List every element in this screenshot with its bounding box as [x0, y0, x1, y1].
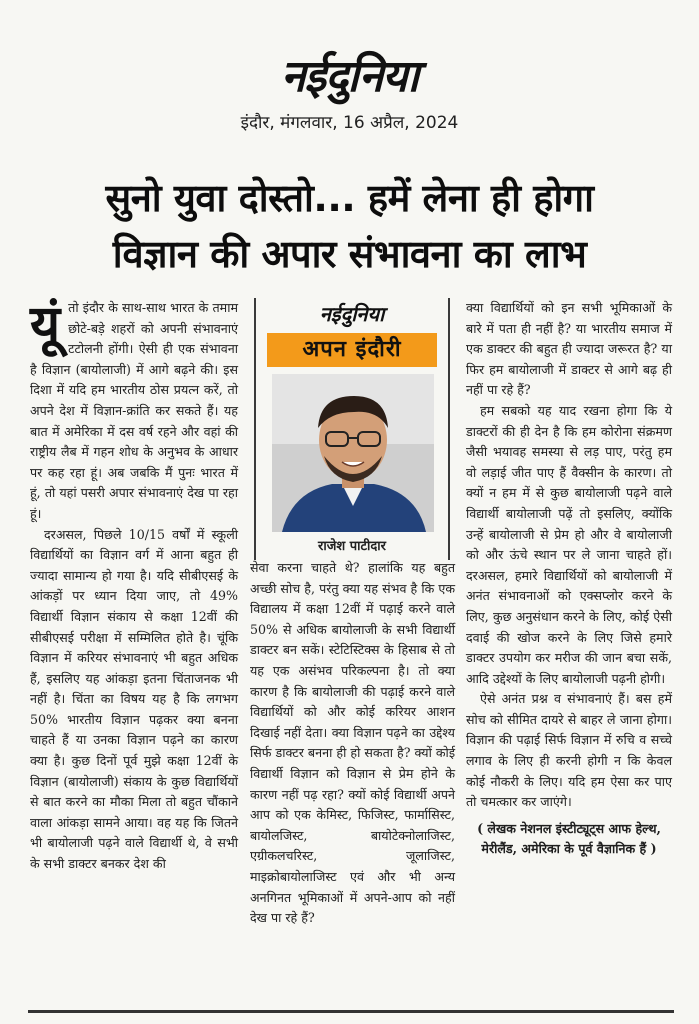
- paragraph: [30, 295, 238, 525]
- column-name-badge: अपन इंदौरी: [267, 333, 437, 367]
- article-column-3: [466, 298, 672, 859]
- drop-cap: यूं: [30, 295, 61, 355]
- dateline: इंदौर, मंगलवार, 16 अप्रैल, 2024: [240, 113, 459, 133]
- headline-line-1: सुनो युवा दोस्तो... हमें लेना ही होगा: [105, 176, 594, 220]
- article-headline: [20, 170, 679, 282]
- paragraph: क्या विद्यार्थियों को इन सभी भूमिकाओं के बारे में पता ही नहीं है? या भारतीय समाज में एक डाक्टर की बहुत ही ज्यादा जरूरत है? या फिर हम बायोलाजी में डाक्टर से आगे बढ़ ही नहीं पा रहे हैं?: [466, 300, 672, 398]
- article-column-2: [250, 558, 455, 929]
- bottom-divider: [28, 1010, 674, 1013]
- paragraph: सेवा करना चाहते थे? हालांकि यह बहुत अच्छी सोच है, परंतु क्या यह संभव है कि एक विद्यालय में कक्षा 12वीं में पढ़ाई करने वाले 50% से अधिक बायोलाजी के सभी विद्यार्थी डाक्टर बन सकें। स्टेटिस्टिक्स के हिसाब से तो यह एक असंभव परिकल्पना है। तो क्या कारण है कि बायोलाजी की पढ़ाई करने वाले विद्यार्थियों को और कोई करियर आशन दिखाई नहीं देता। क्या विज्ञान पढ़ने का उद्देश्य सिर्फ डाक्टर बनना ही हो सकता है? क्यों कोई विद्यार्थी विज्ञान को विज्ञान से प्रेम होने के कारण नहीं पढ़ रहा? क्यों कोई विद्यार्थी अपने आप को एक केमिस्ट, फिजिस्ट, फार्मासिस्ट, बायोलजिस्ट, बायोटेक्नोलाजिस्ट, एग्रीकलचरिस्ट, जूलाजिस्ट, माइक्रोबायोलाजिस्ट एवं और भी अन्य अनगिनत भूमिकाओं में अपने-आप को नहीं देख पा रहे हैं?: [250, 560, 455, 926]
- column-brand-panel: [254, 298, 450, 560]
- masthead: [0, 50, 699, 133]
- author-photo: [272, 374, 434, 532]
- paragraph: दरअसल, पिछले 10/15 वर्षों में स्कूली विद्यार्थियों का विज्ञान वर्ग में आना बहुत ही ज्यादा सामान्य हो गया है। यदि सीबीएसई के आंकड़ों पर ध्यान दिया जाए, तो 49% विद्यार्थी विज्ञान संकाय से कक्षा 12वीं की सीबीएसई परीक्षा में सम्मिलित होते है। चूंकि विज्ञान में करियर संभावनाएं भी बहुत अधिक हैं, इसलिए यह आंकड़ा इतना चिंताजनक भी नहीं है। चिंता का विषय यह है कि लगभग 50% भारतीय विज्ञान पढ़कर क्या बनना चाहते हैं या उनका विज्ञान पढ़ने का कारण क्या है। कुछ दिनों पूर्व मुझे कक्षा 12वीं के विज्ञान (बायोलाजी) संकाय के कुछ विद्यार्थियों से बात करने का मौका मिला तो बहुत चौंकाने वाला आंकड़ा सामने आया। वह यह कि जितने भी बायोलाजी पढ़ने वाले विद्यार्थी थे, वे सभी के सभी डाक्टर बनकर देश की: [30, 526, 238, 872]
- author-name: राजेश पाटीदार: [318, 539, 386, 554]
- author-portrait-illustration: [272, 374, 434, 532]
- paragraph-text: तो इंदौर के साथ-साथ भारत के तमाम छोटे-बड़े शहरों को अपनी संभावनाएं टटोलनी होंगी। ऐसी ही एक संभावना है विज्ञान (बायोलाजी) में आगे बढ़ने की। इस दिशा में यदि हम भारतीय ठोस प्रयत्न करें, तो अपने देश में विज्ञान-क्रांति कर सकते हैं। यह बात में अमेरिका में दस वर्ष रहने और वहां की राष्ट्रीय लैब में गहन शोध के अनुभव के आधार पर कह रहा हूं। अब जबकि मैं पुनः भारत में हूं, तो यहां पसरी अपार संभावनाएं देख पा रहा हूं।: [30, 300, 238, 521]
- headline-line-2: विज्ञान की अपार संभावना का लाभ: [112, 232, 587, 276]
- newspaper-logo: नईदुनिया: [280, 51, 419, 102]
- panel-logo: नईदुनिया: [319, 302, 385, 326]
- paragraph: हम सबको यह याद रखना होगा कि ये डाक्टरों की ही देन है कि हम कोरोना संक्रमण जैसी भयावह समस्या से लड़ पाए, परंतु हम वो लड़ाई जीत पाए हैं वैक्सीन के कारण। तो क्यों न हम में से कुछ बायोलाजी पढ़ने वाले विद्यार्थी बायोलाजी पढ़ें तो इसलिए, क्योंकि उन्हें बायोलाजी से प्रेम हो और वे बायोलाजी को और ऊंचे स्थान पर ले जाना चाहते हों। दरअसल, हमारे विद्यार्थियों को बायोलाजी में अनंत संभावनाओं को एक्सप्लोर करने के लिए, कुछ अनुसंधान करने के लिए, कोई ऐसी दवाई की खोज करने के लिए जिसे हमारे डाक्टर उपयोग कर मरीज की जान बचा सकें, आदि उद्देश्यों के लिए बायोलाजी पढ़नी होगी।: [466, 402, 672, 686]
- paragraph: ऐसे अनंत प्रश्न व संभावनाएं हैं। बस हमें सोच को सीमित दायरे से बाहर ले जाना होगा। विज्ञान की पढ़ाई सिर्फ विज्ञान में रुचि व सच्चे लगाव के लिए ही करनी होगी न कि केवल कोई नौकरी के लिए। यदि हम ऐसा कर पाए तो चमत्कार कर जाएंगे।: [466, 691, 672, 810]
- author-footnote: ( लेखक नेशनल इंस्टीट्यूट्स आफ हेल्थ, मेरीलैंड, अमेरिका के पूर्व वैज्ञानिक हैं ): [477, 820, 661, 856]
- article-column-1: [30, 295, 238, 875]
